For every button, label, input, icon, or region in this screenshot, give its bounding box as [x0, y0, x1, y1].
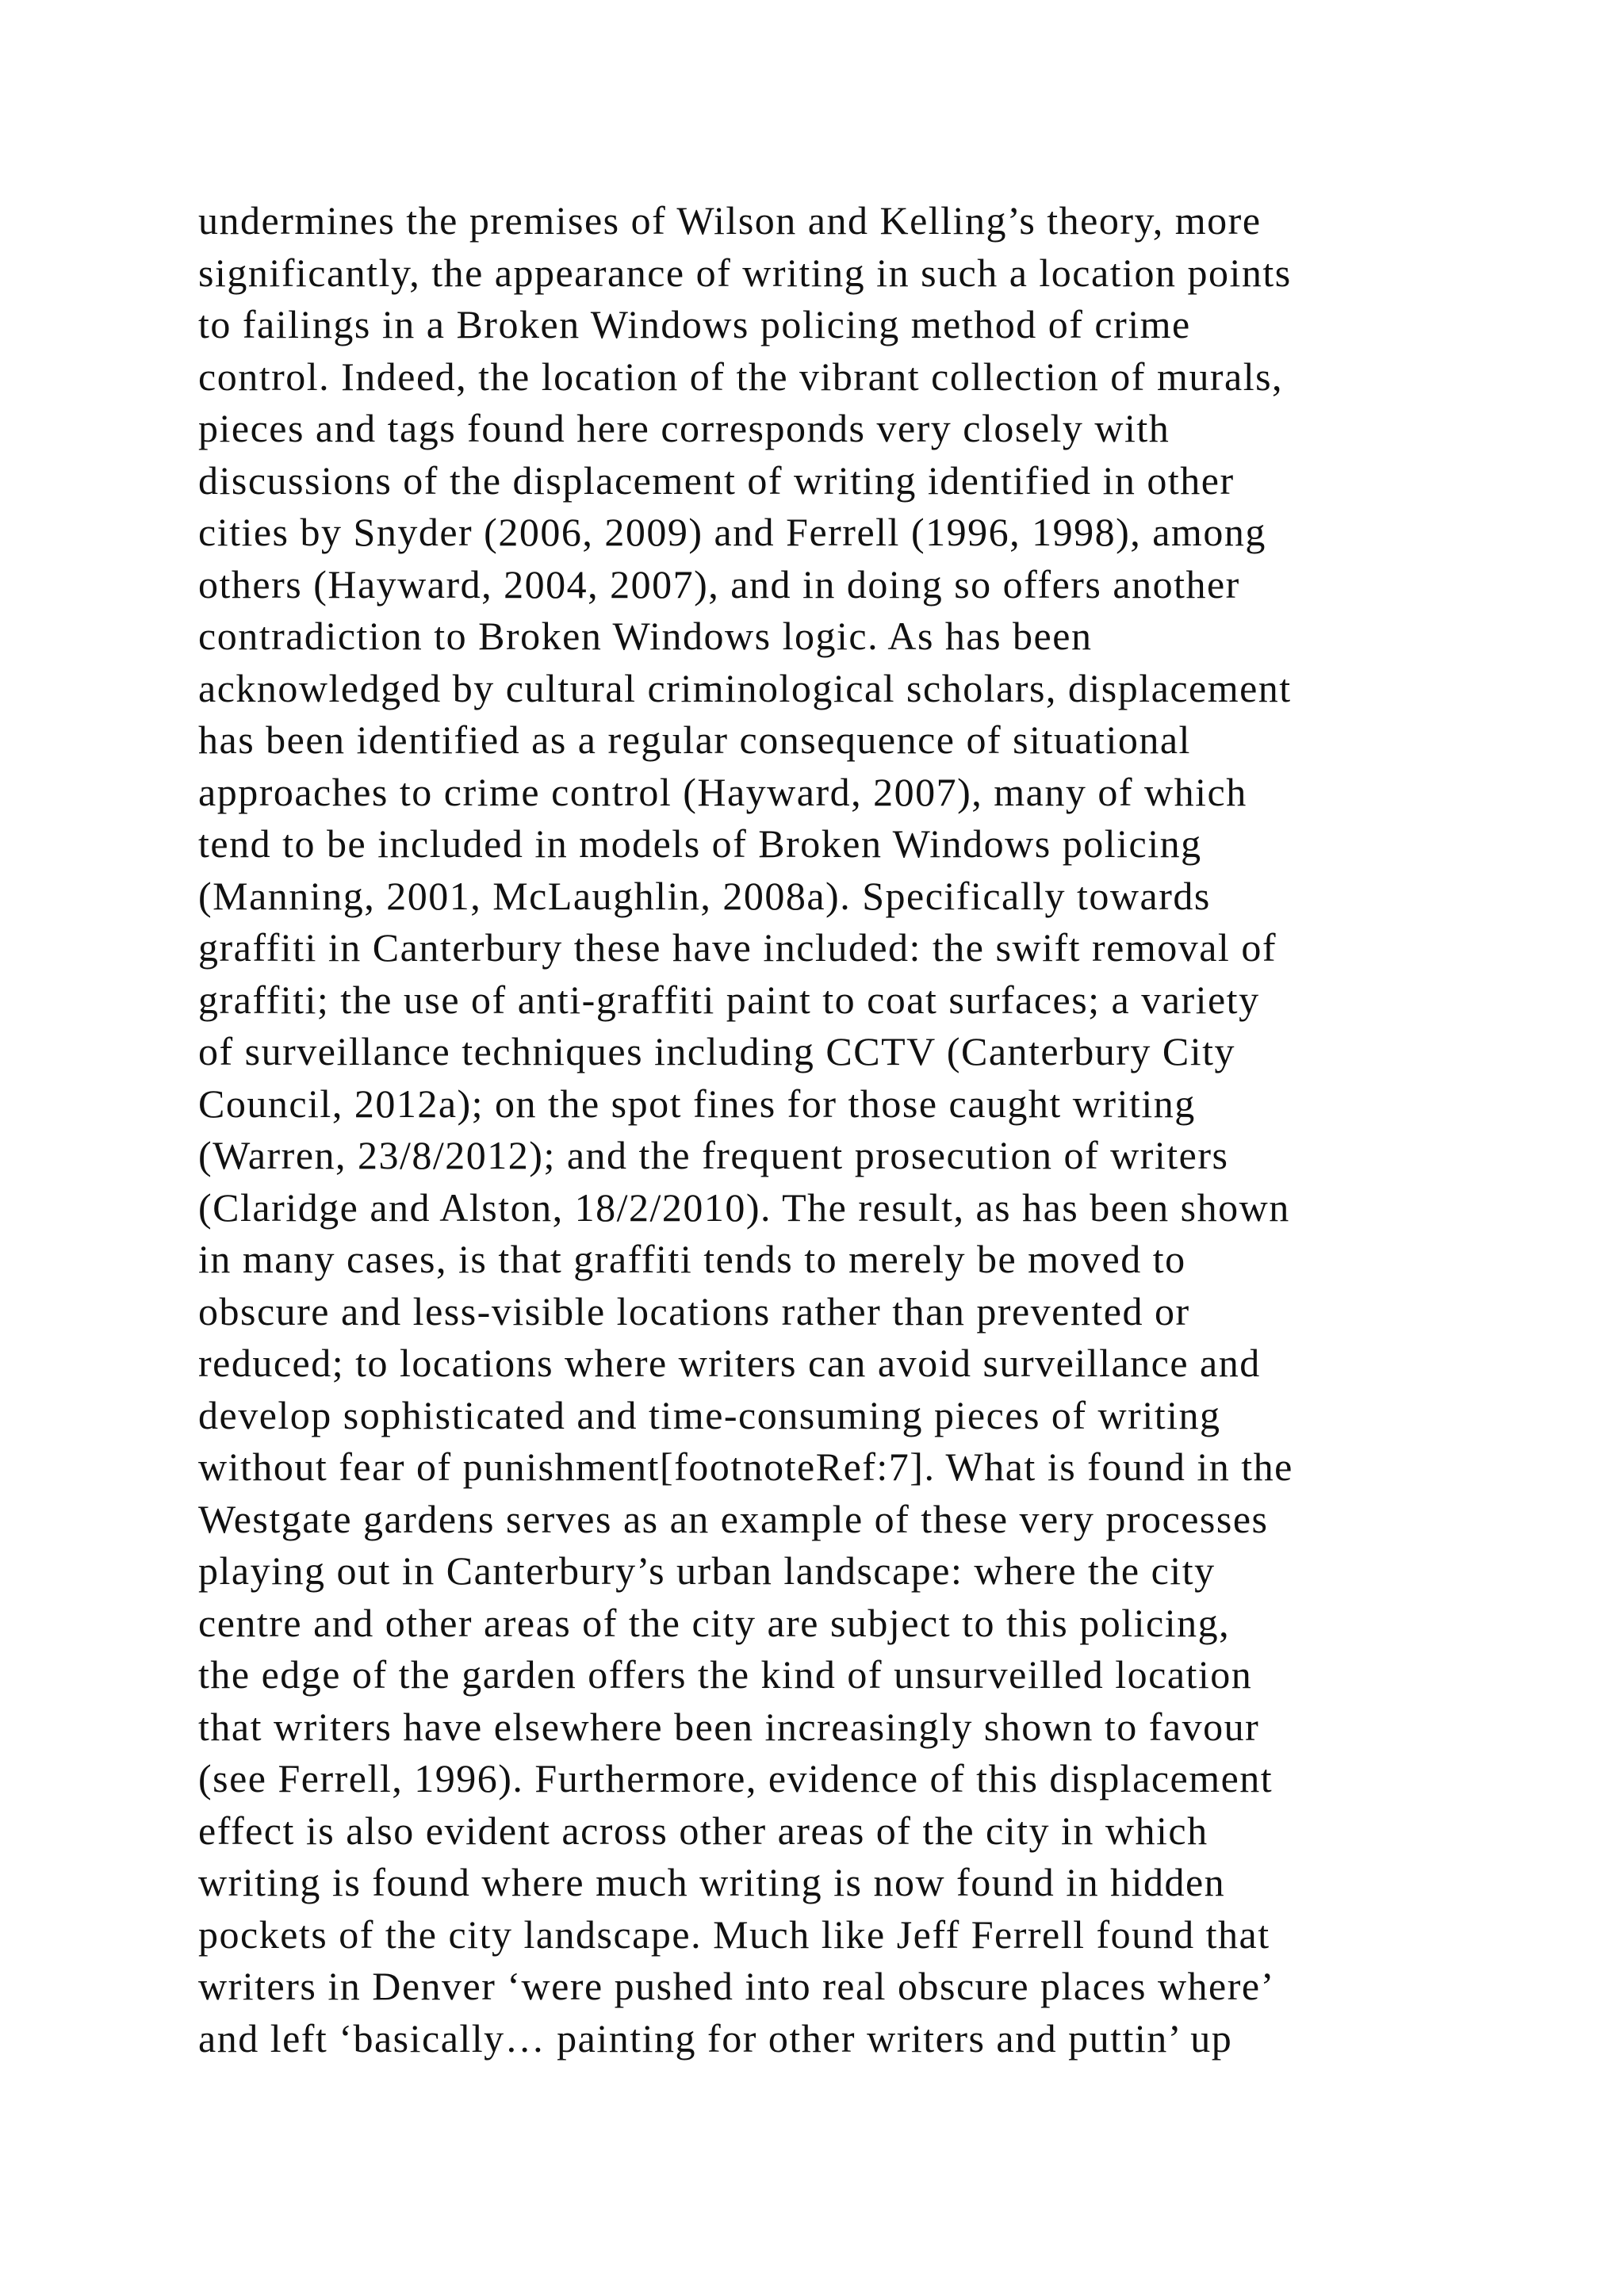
text-line: has been identified as a regular consequence of situational: [198, 718, 1191, 762]
text-line: of surveillance techniques including CCTV (Canterbury City: [198, 1029, 1236, 1073]
text-line: (see Ferrell, 1996). Furthermore, evidence of this displacement: [198, 1756, 1274, 1800]
text-line: in many cases, is that graffiti tends to merely be moved to: [198, 1237, 1186, 1281]
text-line: develop sophisticated and time-consuming pieces of writing: [198, 1392, 1221, 1437]
body-text: [198, 195, 1483, 2064]
text-line: pockets of the city landscape. Much like Jeff Ferrell found that: [198, 1911, 1270, 1957]
text-line: contradiction to Broken Windows logic. As has been: [198, 614, 1093, 658]
text-line: the edge of the garden offers the kind of unsurveilled location: [198, 1652, 1253, 1697]
text-line: (Claridge and Alston, 18/2/2010). The result, as has been shown: [198, 1184, 1290, 1230]
text-line: that writers have elsewhere been increasingly shown to favour: [198, 1704, 1260, 1749]
text-line: reduced; to locations where writers can avoid surveillance and: [198, 1341, 1261, 1385]
text-line: discussions of the displacement of writing identified in other: [198, 457, 1235, 503]
text-line: playing out in Canterbury’s urban landscape: where the city: [198, 1548, 1216, 1593]
text-line: effect is also evident across other areas of the city in which: [198, 1808, 1208, 1853]
text-line: centre and other areas of the city are subject to this policing,: [198, 1600, 1231, 1645]
text-line: significantly, the appearance of writing in such a location points: [198, 250, 1292, 295]
text-line: graffiti in Canterbury these have included: the swift removal of: [198, 925, 1277, 970]
text-line: without fear of punishment[footnoteRef:7]. What is found in the: [198, 1445, 1293, 1489]
text-line: approaches to crime control (Hayward, 2007), many of which: [198, 769, 1247, 814]
text-line: Westgate gardens serves as an example of these very processes: [198, 1496, 1269, 1541]
text-line: tend to be included in models of Broken Windows policing: [198, 821, 1202, 866]
text-line: graffiti; the use of anti-graffiti paint to coat surfaces; a variety: [198, 977, 1260, 1022]
text-line: Council, 2012a); on the spot fines for those caught writing: [198, 1081, 1196, 1126]
text-line: pieces and tags found here corresponds very closely with: [198, 406, 1170, 450]
text-line: obscure and less-visible locations rather than prevented or: [198, 1288, 1190, 1334]
text-line: (Manning, 2001, McLaughlin, 2008a). Specifically towards: [198, 873, 1211, 918]
text-line: writing is found where much writing is now found in hidden: [198, 1860, 1226, 1904]
text-line: others (Hayward, 2004, 2007), and in doing so offers another: [198, 561, 1240, 607]
text-line: cities by Snyder (2006, 2009) and Ferrell (1996, 1998), among: [198, 510, 1266, 554]
text-line: undermines the premises of Wilson and Kelling’s theory, more: [198, 198, 1262, 243]
text-line: to failings in a Broken Windows policing method of crime: [198, 302, 1191, 346]
text-line: acknowledged by cultural criminological scholars, displacement: [198, 665, 1292, 710]
text-line: and left ‘basically… painting for other writers and puttin’ up: [198, 2015, 1233, 2061]
text-line: (Warren, 23/8/2012); and the frequent prosecution of writers: [198, 1133, 1229, 1177]
text-line: control. Indeed, the location of the vibrant collection of murals,: [198, 354, 1284, 399]
text-line: writers in Denver ‘were pushed into real obscure places where’: [198, 1964, 1275, 2008]
